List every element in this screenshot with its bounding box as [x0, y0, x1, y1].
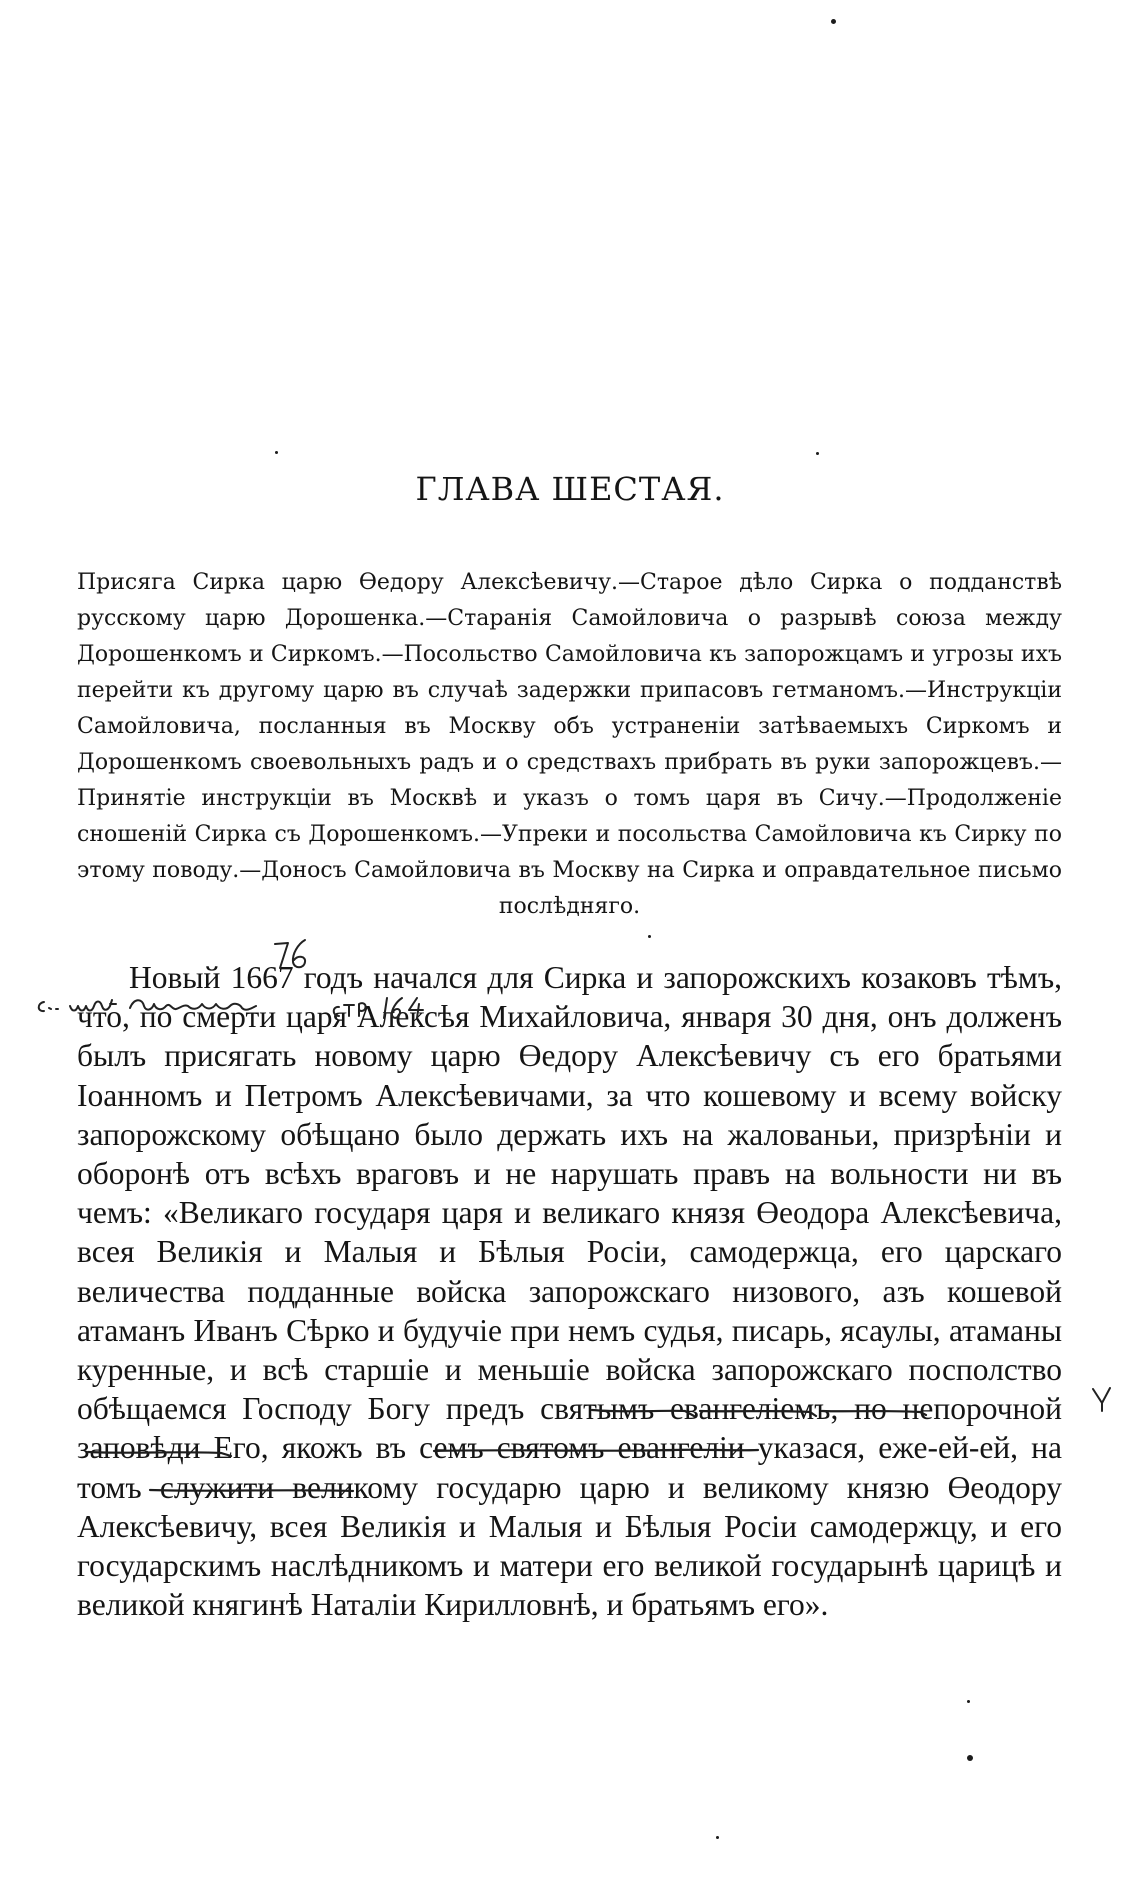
handwritten-underline: [432, 1444, 762, 1456]
handwritten-underline: [148, 1484, 358, 1496]
scan-speck: [275, 451, 278, 454]
chapter-title: ГЛАВА ШЕСТАЯ.: [415, 470, 725, 508]
handwritten-underline: [590, 1404, 940, 1418]
body-paragraph: Новый 1667 годъ начался для Сирка и запорожскихъ козаковъ тѣмъ, что, по смерти царя Алексѣя Михайловича, января 30 дня, онъ долженъ былъ присягать новому царю Өедору Алексѣевичу съ его братьями Іоанномъ и Петромъ Алексѣевичами, за что кошевому и всему войску запорожскому обѣщано было держать ихъ на жалованьи, призрѣніи и оборонѣ отъ всѣхъ враговъ и не нарушать правъ на вольности ни въ чемъ: «Великаго государя царя и великаго князя Өеодора Алексѣевича, всея Великія и Малыя и Бѣлыя Росіи, самодержца, его царскаго величества подданные войска запорожскаго низового, азъ кошевой атаманъ Иванъ Сѣрко и будучіе при немъ судья, писарь, ясаулы, атаманы куренные, и всѣ старшіе и меньшіе войска запорожскаго посполство обѣщаемся Господу Богу предъ святымъ евангеліемъ, по непорочной заповѣди Его, якожъ въ семъ святомъ евангеліи указася, еже-ей-ей, на томъ служити великому государю царю и великому князю Өеодору Алексѣевичу, всея Великія и Малыя и Бѣлыя Росіи самодержцу, и его государскимъ наслѣдникомъ и матери его великой государынѣ царицѣ и великой княгинѣ Наталіи Кирилловнѣ, и братьямъ его».: [77, 960, 1062, 1623]
handwritten-page-reference: [329, 992, 449, 1022]
handwritten-year-correction: [272, 938, 312, 972]
scan-speck: [831, 19, 836, 24]
scan-speck: [967, 1700, 970, 1703]
scan-speck: [716, 1836, 719, 1839]
main-text: [77, 958, 1062, 1624]
handwritten-margin-note: [34, 994, 274, 1018]
handwritten-margin-mark: [1090, 1385, 1114, 1415]
scan-speck: [967, 1755, 973, 1761]
chapter-summary: Присяга Сирка царю Өедору Алексѣевичу.—Старое дѣло Сирка о подданствѣ русскому царю Дорошенка.—Старанія Самойловича о разрывѣ союза между Дорошенкомъ и Сиркомъ.—Посольство Самойловича къ запорожцамъ и угрозы ихъ перейти къ другому царю въ случаѣ задержки припасовъ гетманомъ.—Инструкціи Самойловича, посланныя въ Москву объ устраненіи затѣваемыхъ Сиркомъ и Дорошенкомъ своевольныхъ радъ и о средствахъ прибрать въ руки запорожцевъ.—Принятіе инструкціи въ Москвѣ и указъ о томъ царя въ Сичу.—Продолженіе сношеній Сирка съ Дорошенкомъ.—Упреки и посольства Самойловича къ Сирку по этому поводу.—Доносъ Самойловича въ Москву на Сирка и оправдательное письмо послѣдняго.: [77, 570, 1062, 919]
handwritten-underline: [86, 1446, 246, 1458]
scan-speck: [648, 935, 651, 938]
scan-speck: [816, 452, 819, 455]
